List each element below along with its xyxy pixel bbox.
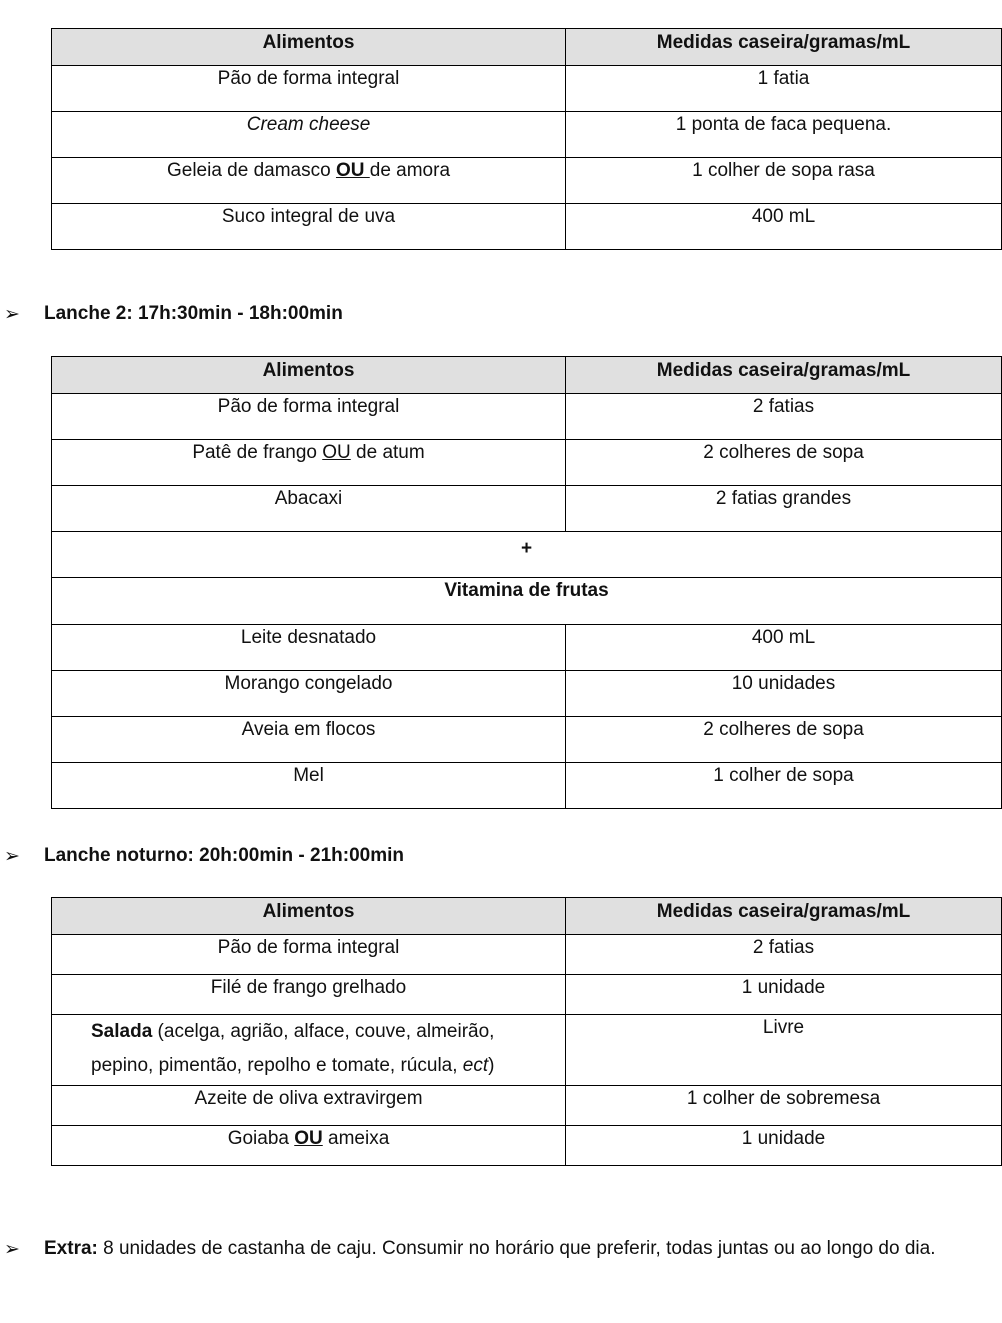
- extra-body: 8 unidades de castanha de caju. Consumir no horário que preferir, todas juntas ou ao longo do dia.: [97, 1238, 936, 1259]
- measure-cell: 2 colheres de sopa: [566, 717, 1002, 763]
- extra-label: Extra:: [44, 1238, 98, 1259]
- table-row: [52, 66, 1002, 112]
- food-text: Patê de frango: [192, 442, 323, 463]
- measure-cell: 1 colher de sopa rasa: [566, 158, 1002, 204]
- food-cell: Pão de forma integral: [52, 935, 566, 975]
- arrow-bullet-icon: ➢: [4, 846, 20, 867]
- measure-cell: 1 fatia: [566, 66, 1002, 112]
- table-row: [52, 394, 1002, 440]
- measure-cell: 1 unidade: [566, 975, 1002, 1015]
- arrow-bullet-icon: ➢: [4, 304, 20, 325]
- extra-text: [44, 1238, 935, 1260]
- table-row: [52, 578, 1002, 625]
- table-row: [52, 112, 1002, 158]
- table-row: [52, 975, 1002, 1015]
- table-row: [52, 935, 1002, 975]
- plus-cell: +: [52, 532, 1002, 578]
- measure-cell: 2 colheres de sopa: [566, 440, 1002, 486]
- table-row: [52, 204, 1002, 250]
- food-cell: [52, 1015, 566, 1086]
- table-row: [52, 717, 1002, 763]
- vitamina-title: Vitamina de frutas: [52, 578, 1002, 625]
- measure-cell: 1 ponta de faca pequena.: [566, 112, 1002, 158]
- table-noturno: [51, 897, 1002, 1166]
- measure-cell: 2 fatias: [566, 935, 1002, 975]
- measure-cell: 1 colher de sobremesa: [566, 1086, 1002, 1126]
- food-text: de amora: [369, 160, 451, 181]
- food-cell: Cream cheese: [52, 112, 566, 158]
- or-text: OU: [294, 1128, 323, 1149]
- table-row: [52, 1015, 1002, 1086]
- or-text: OU: [335, 160, 370, 181]
- food-text: pepino, pimentão, repolho e tomate, rúcula,: [91, 1055, 463, 1076]
- food-cell: Aveia em flocos: [52, 717, 566, 763]
- food-text: de atum: [350, 442, 425, 463]
- table-row: [52, 1126, 1002, 1166]
- food-cell: [52, 158, 566, 204]
- measure-cell: 2 fatias grandes: [566, 486, 1002, 532]
- arrow-bullet-icon: ➢: [4, 1239, 20, 1260]
- food-cell: [52, 440, 566, 486]
- food-cell: Suco integral de uva: [52, 204, 566, 250]
- measure-cell: 2 fatias: [566, 394, 1002, 440]
- food-cell: Abacaxi: [52, 486, 566, 532]
- measure-cell: Livre: [566, 1015, 1002, 1086]
- table-row: [52, 532, 1002, 578]
- table-cafe: [51, 28, 1002, 250]
- table-row: [52, 486, 1002, 532]
- table-row: [52, 158, 1002, 204]
- measure-cell: 1 colher de sopa: [566, 763, 1002, 809]
- food-cell: Filé de frango grelhado: [52, 975, 566, 1015]
- table-row: [52, 625, 1002, 671]
- measure-cell: 1 unidade: [566, 1126, 1002, 1166]
- or-text: OU: [322, 442, 351, 463]
- header-alimentos: Alimentos: [52, 29, 566, 66]
- food-cell: Morango congelado: [52, 671, 566, 717]
- table-lanche2: [51, 356, 1002, 809]
- food-cell: Pão de forma integral: [52, 66, 566, 112]
- food-cell: [52, 1126, 566, 1166]
- food-text: (acelga, agrião, alface, couve, almeirão,: [152, 1021, 495, 1042]
- header-medidas: Medidas caseira/gramas/mL: [566, 898, 1002, 935]
- header-alimentos: Alimentos: [52, 357, 566, 394]
- food-cell: Mel: [52, 763, 566, 809]
- header-medidas: Medidas caseira/gramas/mL: [566, 29, 1002, 66]
- food-text: Geleia de damasco: [166, 160, 336, 181]
- header-medidas: Medidas caseira/gramas/mL: [566, 357, 1002, 394]
- table-row: [52, 763, 1002, 809]
- table-row: [52, 440, 1002, 486]
- header-alimentos: Alimentos: [52, 898, 566, 935]
- section-title: Lanche 2: 17h:30min - 18h:00min: [44, 303, 343, 324]
- section-title: Lanche noturno: 20h:00min - 21h:00min: [44, 845, 404, 866]
- food-cell: Pão de forma integral: [52, 394, 566, 440]
- salad-label: Salada: [91, 1021, 153, 1042]
- food-text: ect: [462, 1055, 489, 1076]
- food-cell: Azeite de oliva extravirgem: [52, 1086, 566, 1126]
- table-row: [52, 1086, 1002, 1126]
- measure-cell: 10 unidades: [566, 671, 1002, 717]
- table-row: [52, 671, 1002, 717]
- food-text: ): [488, 1055, 495, 1076]
- food-text: Goiaba: [227, 1128, 295, 1149]
- measure-cell: 400 mL: [566, 625, 1002, 671]
- food-cell: Leite desnatado: [52, 625, 566, 671]
- measure-cell: 400 mL: [566, 204, 1002, 250]
- food-text: ameixa: [322, 1128, 390, 1149]
